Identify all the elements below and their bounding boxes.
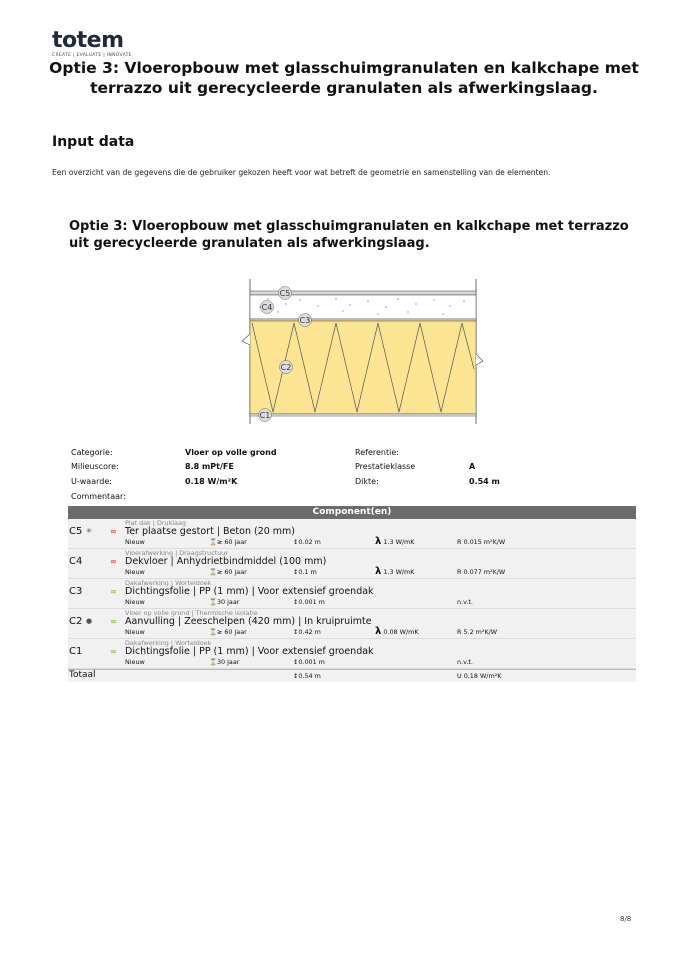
component-status: Nieuw bbox=[125, 628, 145, 636]
referentie-label: Referentie: bbox=[355, 448, 399, 457]
component-name: Dichtingsfolie | PP (1 mm) | Voor extensief groendak bbox=[125, 646, 374, 657]
component-r-value: R 5.2 m²K/W bbox=[457, 628, 498, 636]
hourglass-icon: ⌛ bbox=[209, 658, 217, 666]
component-name: Aanvulling | Zeeschelpen (420 mm) | In kruipruimte bbox=[125, 616, 372, 627]
component-code: C2 bbox=[69, 616, 83, 627]
table-row bbox=[68, 519, 636, 549]
component-lifespan: ⌛≥ 60 jaar bbox=[209, 538, 247, 546]
hourglass-icon: ⌛ bbox=[209, 598, 217, 606]
component-code: C5 bbox=[69, 526, 83, 537]
component-lifespan: ⌛30 jaar bbox=[209, 658, 240, 666]
link-icon: ∞ bbox=[110, 617, 117, 626]
link-icon: ∞ bbox=[110, 647, 117, 656]
component-lambda: λ 1.3 W/mK bbox=[375, 536, 415, 547]
component-name: Ter plaatse gestort | Beton (20 mm) bbox=[125, 526, 296, 537]
table-row bbox=[68, 579, 636, 609]
categorie-label: Categorie: bbox=[71, 448, 113, 457]
dikte-label: Dikte: bbox=[355, 477, 379, 486]
total-row bbox=[68, 669, 636, 682]
thickness-icon: ↕ bbox=[293, 598, 299, 606]
component-status: Nieuw bbox=[125, 658, 145, 666]
total-thickness: ↕0.54 m bbox=[293, 672, 321, 680]
thickness-icon: ↕ bbox=[293, 658, 299, 666]
thickness-icon: ↕ bbox=[293, 568, 299, 576]
hourglass-icon: ⌛ bbox=[209, 538, 217, 546]
page-number: 8/8 bbox=[620, 915, 632, 923]
component-type-icon: ● bbox=[86, 617, 93, 625]
component-category: Plat dak | Druklaag bbox=[125, 519, 186, 527]
table-row bbox=[68, 609, 636, 639]
component-status: Nieuw bbox=[125, 568, 145, 576]
label-c5: C5 bbox=[279, 289, 291, 298]
component-category: Dakafwerking | Worteldoek bbox=[125, 639, 212, 647]
logo-tagline: CREATE | EVALUATE | INNOVATE bbox=[52, 53, 132, 58]
totem-logo bbox=[52, 30, 132, 58]
link-icon: ∞ bbox=[110, 557, 117, 566]
component-thickness: ↕0.42 m bbox=[293, 628, 321, 636]
intro-text: Een overzicht van de gegevens die de gebruiker gekozen heeft voor wat betreft de geometrie en samenstelling van de elementen. bbox=[52, 168, 551, 177]
layer-c1 bbox=[250, 414, 476, 416]
component-name: Dekvloer | Anhydrietbindmiddel (100 mm) bbox=[125, 556, 327, 567]
component-lifespan: ⌛≥ 60 jaar bbox=[209, 628, 247, 636]
element-title: Optie 3: Vloeropbouw met glasschuimgranulaten en kalkchape met terrazzo uit gerecycleerde granulaten als afwerkingslaag. bbox=[69, 219, 629, 251]
component-code: C1 bbox=[69, 646, 83, 657]
hourglass-icon: ⌛ bbox=[209, 568, 217, 576]
component-r-value: n.v.t. bbox=[457, 598, 473, 606]
label-c3: C3 bbox=[299, 316, 311, 325]
thickness-icon: ↕ bbox=[293, 628, 299, 636]
component-lifespan: ⌛≥ 60 jaar bbox=[209, 568, 247, 576]
uwaarde-label: U-waarde: bbox=[71, 477, 112, 486]
component-r-value: n.v.t. bbox=[457, 658, 473, 666]
table-row bbox=[68, 549, 636, 579]
hourglass-icon: ⌛ bbox=[209, 628, 217, 636]
component-thickness: ↕0.001 m bbox=[293, 658, 325, 666]
components-header: Component(en) bbox=[68, 506, 636, 519]
total-u-value: U 0.18 W/m²K bbox=[457, 672, 502, 680]
component-category: Vloerafwerking | Draagstructuur bbox=[125, 549, 228, 557]
commentaar-label: Commentaar: bbox=[71, 492, 126, 501]
component-name: Dichtingsfolie | PP (1 mm) | Voor extensief groendak bbox=[125, 586, 374, 597]
lambda-icon: λ bbox=[375, 566, 382, 577]
section-title: Input data bbox=[52, 134, 135, 150]
logo-wordmark: totem bbox=[52, 28, 124, 53]
floor-section-drawing bbox=[238, 279, 488, 429]
component-code: C3 bbox=[69, 586, 83, 597]
milieuscore-value: 8.8 mPt/FE bbox=[185, 462, 234, 471]
uwaarde-value: 0.18 W/m²K bbox=[185, 477, 238, 486]
component-code: C4 bbox=[69, 556, 83, 567]
component-r-value: R 0.015 m²K/W bbox=[457, 538, 506, 546]
component-status: Nieuw bbox=[125, 598, 145, 606]
milieuscore-label: Milieuscore: bbox=[71, 462, 119, 471]
prestatieklasse-value: A bbox=[469, 462, 476, 471]
lambda-icon: λ bbox=[375, 536, 382, 547]
lambda-icon: λ bbox=[375, 626, 382, 637]
dikte-value: 0.54 m bbox=[469, 477, 500, 486]
layer-c3 bbox=[250, 319, 476, 321]
label-c1: C1 bbox=[259, 411, 271, 420]
label-c2: C2 bbox=[280, 363, 292, 372]
component-thickness: ↕0.1 m bbox=[293, 568, 317, 576]
table-row bbox=[68, 639, 636, 669]
component-r-value: R 0.077 m²K/W bbox=[457, 568, 506, 576]
component-status: Nieuw bbox=[125, 538, 145, 546]
component-type-icon: ✳ bbox=[86, 527, 92, 535]
link-icon: ∞ bbox=[110, 527, 117, 536]
categorie-value: Vloer op volle grond bbox=[185, 448, 277, 457]
component-lifespan: ⌛30 jaar bbox=[209, 598, 240, 606]
prestatieklasse-label: Prestatieklasse bbox=[355, 462, 416, 471]
component-lambda: λ 1.3 W/mK bbox=[375, 566, 415, 577]
link-icon: ∞ bbox=[110, 587, 117, 596]
label-c4: C4 bbox=[261, 303, 273, 312]
total-label: Totaal bbox=[69, 670, 96, 680]
components-table bbox=[68, 506, 636, 682]
component-category: Vloer op volle grond | Thermische isolatie bbox=[125, 609, 258, 617]
component-thickness: ↕0.001 m bbox=[293, 598, 325, 606]
component-category: Dakafwerking | Worteldoek bbox=[125, 579, 212, 587]
component-thickness: ↕0.02 m bbox=[293, 538, 321, 546]
thickness-icon: ↕ bbox=[293, 538, 299, 546]
component-lambda: λ 0.08 W/mK bbox=[375, 626, 419, 637]
page-title: Optie 3: Vloeropbouw met glasschuimgranulaten en kalkchape met terrazzo uit gerecycleerde granulaten als afwerkingslaag. bbox=[49, 59, 639, 97]
